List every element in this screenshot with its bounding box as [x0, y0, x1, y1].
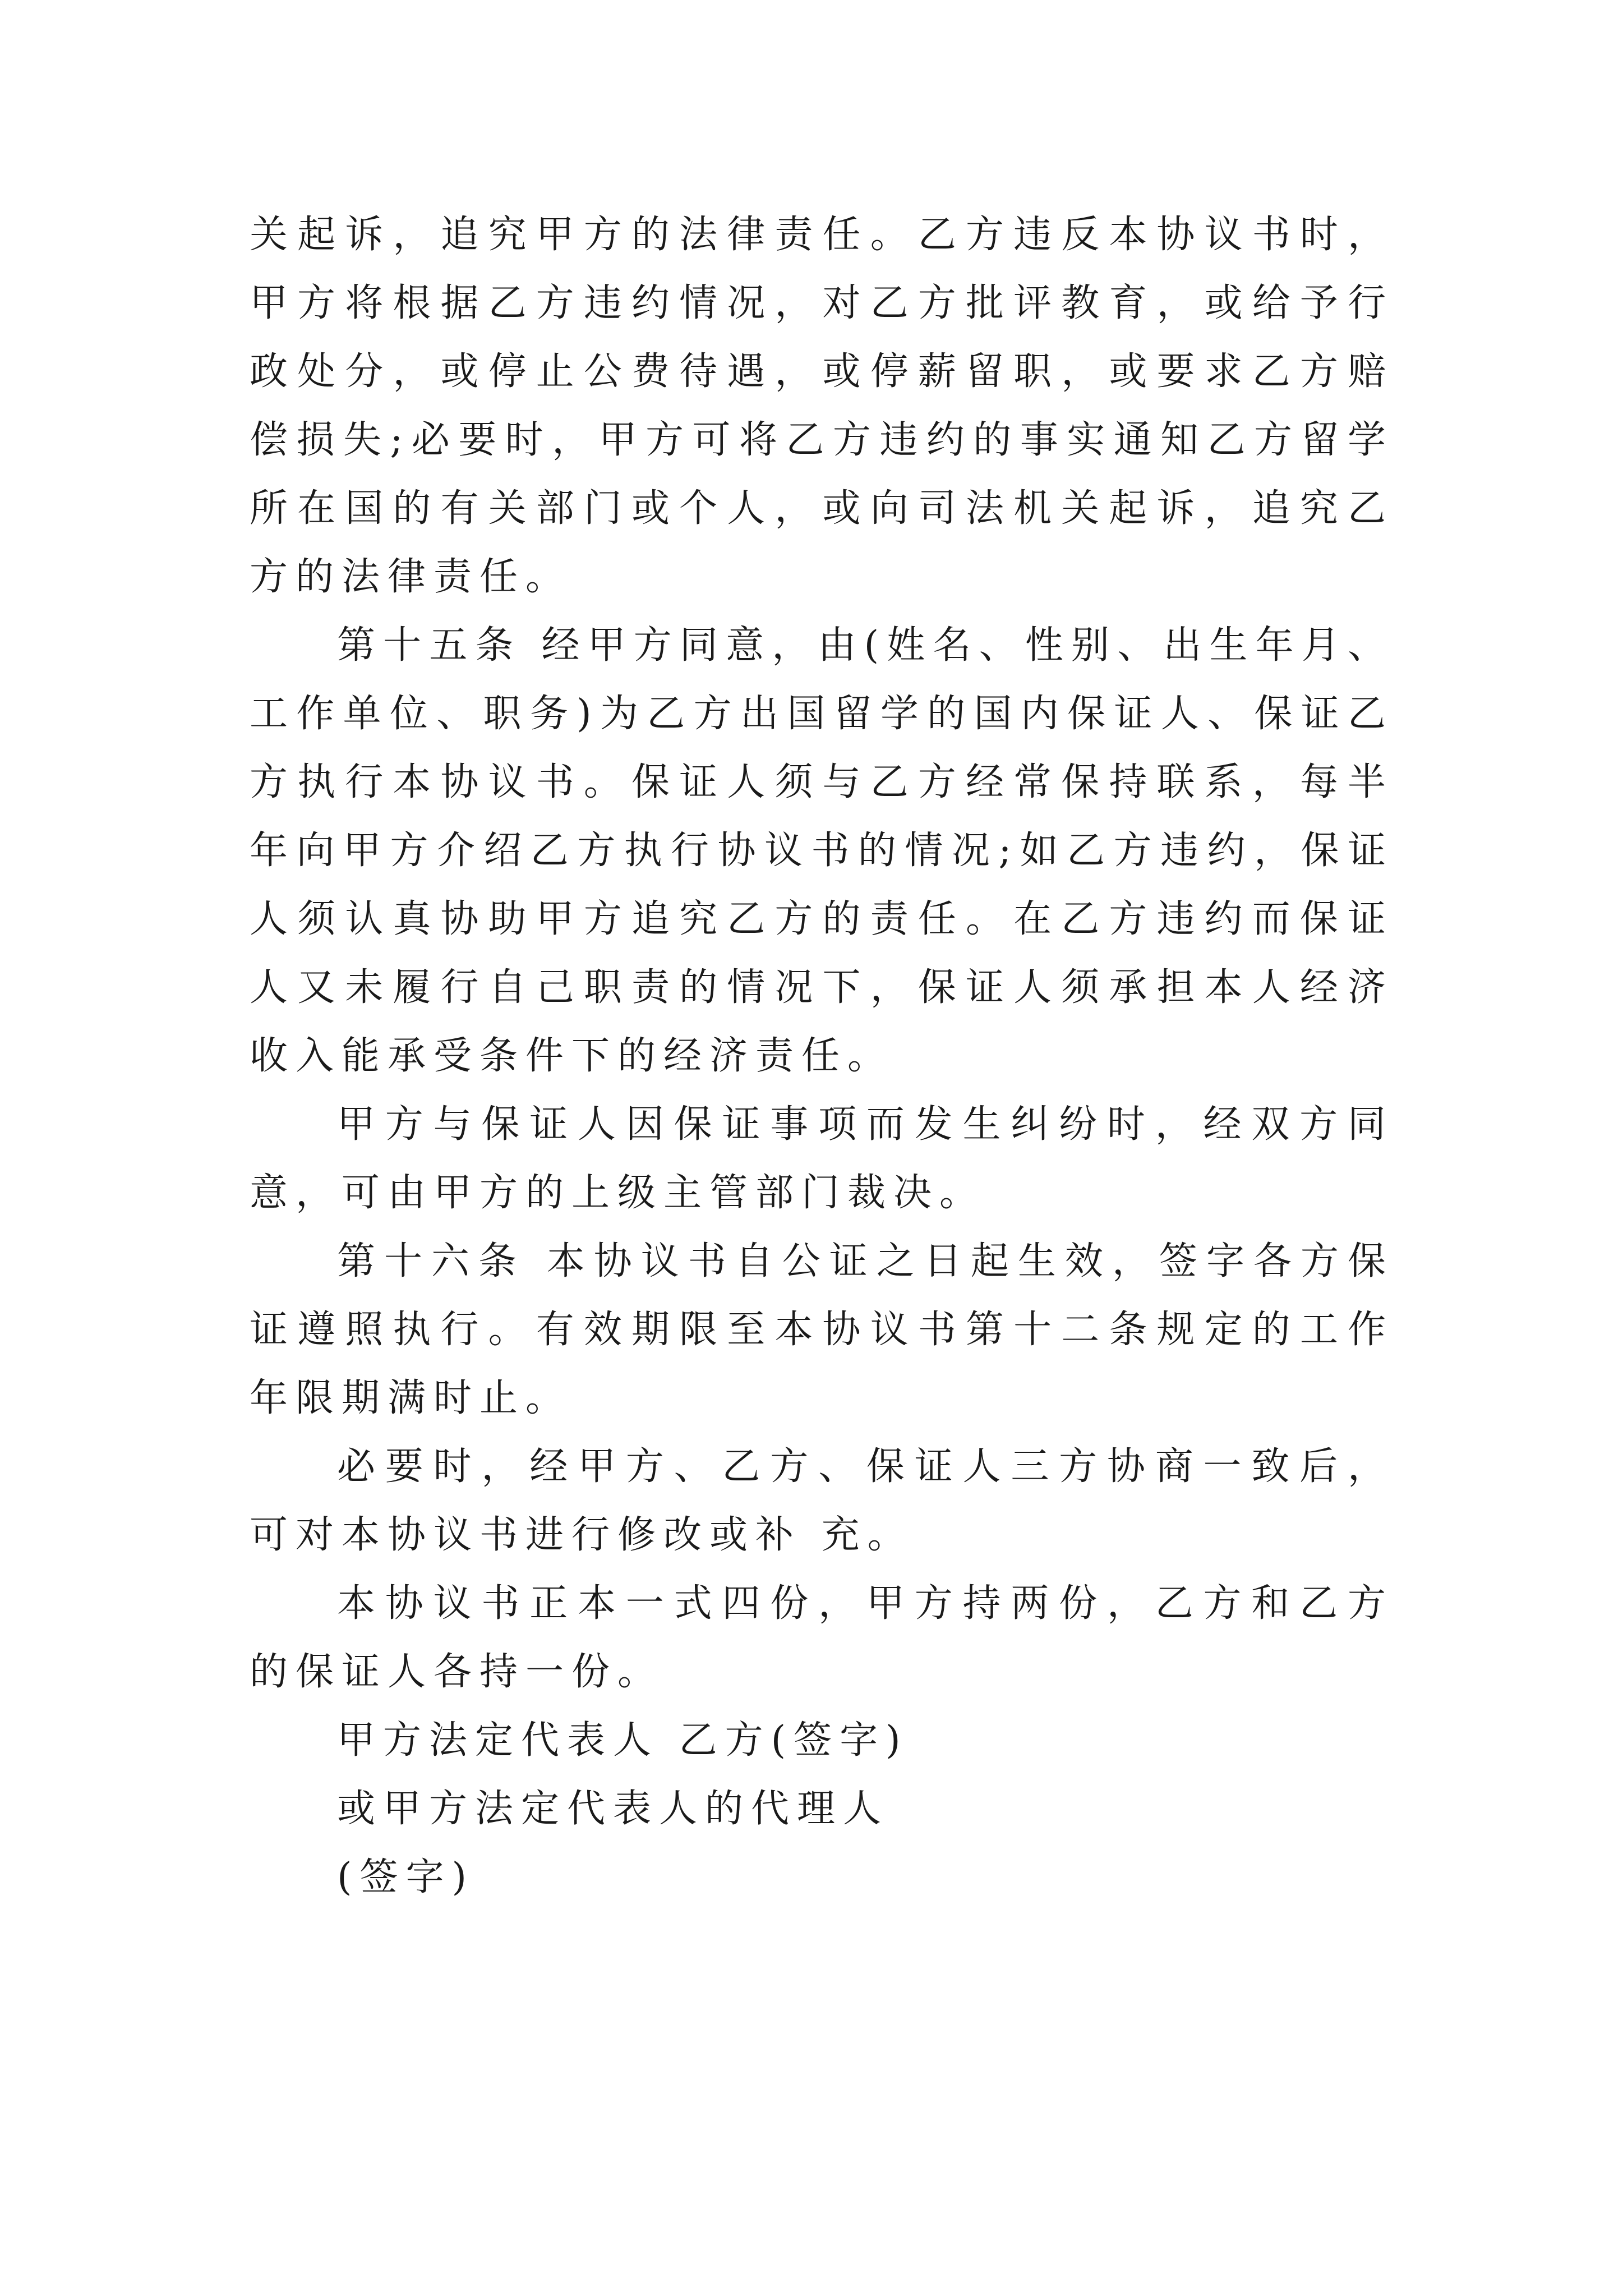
signature-line-party-a: 甲方法定代表人 乙方(签字)	[337, 1718, 909, 1763]
signature-line-agent: 或甲方法定代表人的代理人	[337, 1787, 889, 1831]
paragraph-article-15: 第十五条 经甲方同意，由(姓名、性别、出生年月、工作单位、职务)为乙方出国留学的国内保证人、保证乙方执行本协议书。保证人须与乙方经常保持联系，每半年向甲方介绍乙方执行协议书的情况;如乙方违约，保证人须认真协助甲方追究乙方的责任。在乙方违约而保证人又未履行自己职责的情况下，保证人须承担本人经济收入能承受条件下的经济责任。	[250, 623, 1394, 1078]
signature-line-sign: (签字)	[337, 1855, 475, 1899]
paragraph-copies: 本协议书正本一式四份，甲方持两份，乙方和乙方的保证人各持一份。	[250, 1581, 1394, 1694]
document-body	[250, 201, 1394, 1912]
paragraph-dispute: 甲方与保证人因保证事项而发生纠纷时，经双方同意，可由甲方的上级主管部门裁决。	[250, 1102, 1394, 1215]
paragraph-continuation: 关起诉，追究甲方的法律责任。乙方违反本协议书时，甲方将根据乙方违约情况，对乙方批评教育，或给予行政处分，或停止公费待遇，或停薪留职，或要求乙方赔偿损失;必要时，甲方可将乙方违约的事实通知乙方留学所在国的有关部门或个人，或向司法机关起诉，追究乙方的法律责任。	[250, 213, 1394, 599]
paragraph-article-16: 第十六条 本协议书自公证之日起生效，签字各方保证遵照执行。有效期限至本协议书第十二条规定的工作年限期满时止。	[250, 1239, 1394, 1420]
paragraph-amendment: 必要时，经甲方、乙方、保证人三方协商一致后，可对本协议书进行修改或补 充。	[250, 1444, 1394, 1557]
